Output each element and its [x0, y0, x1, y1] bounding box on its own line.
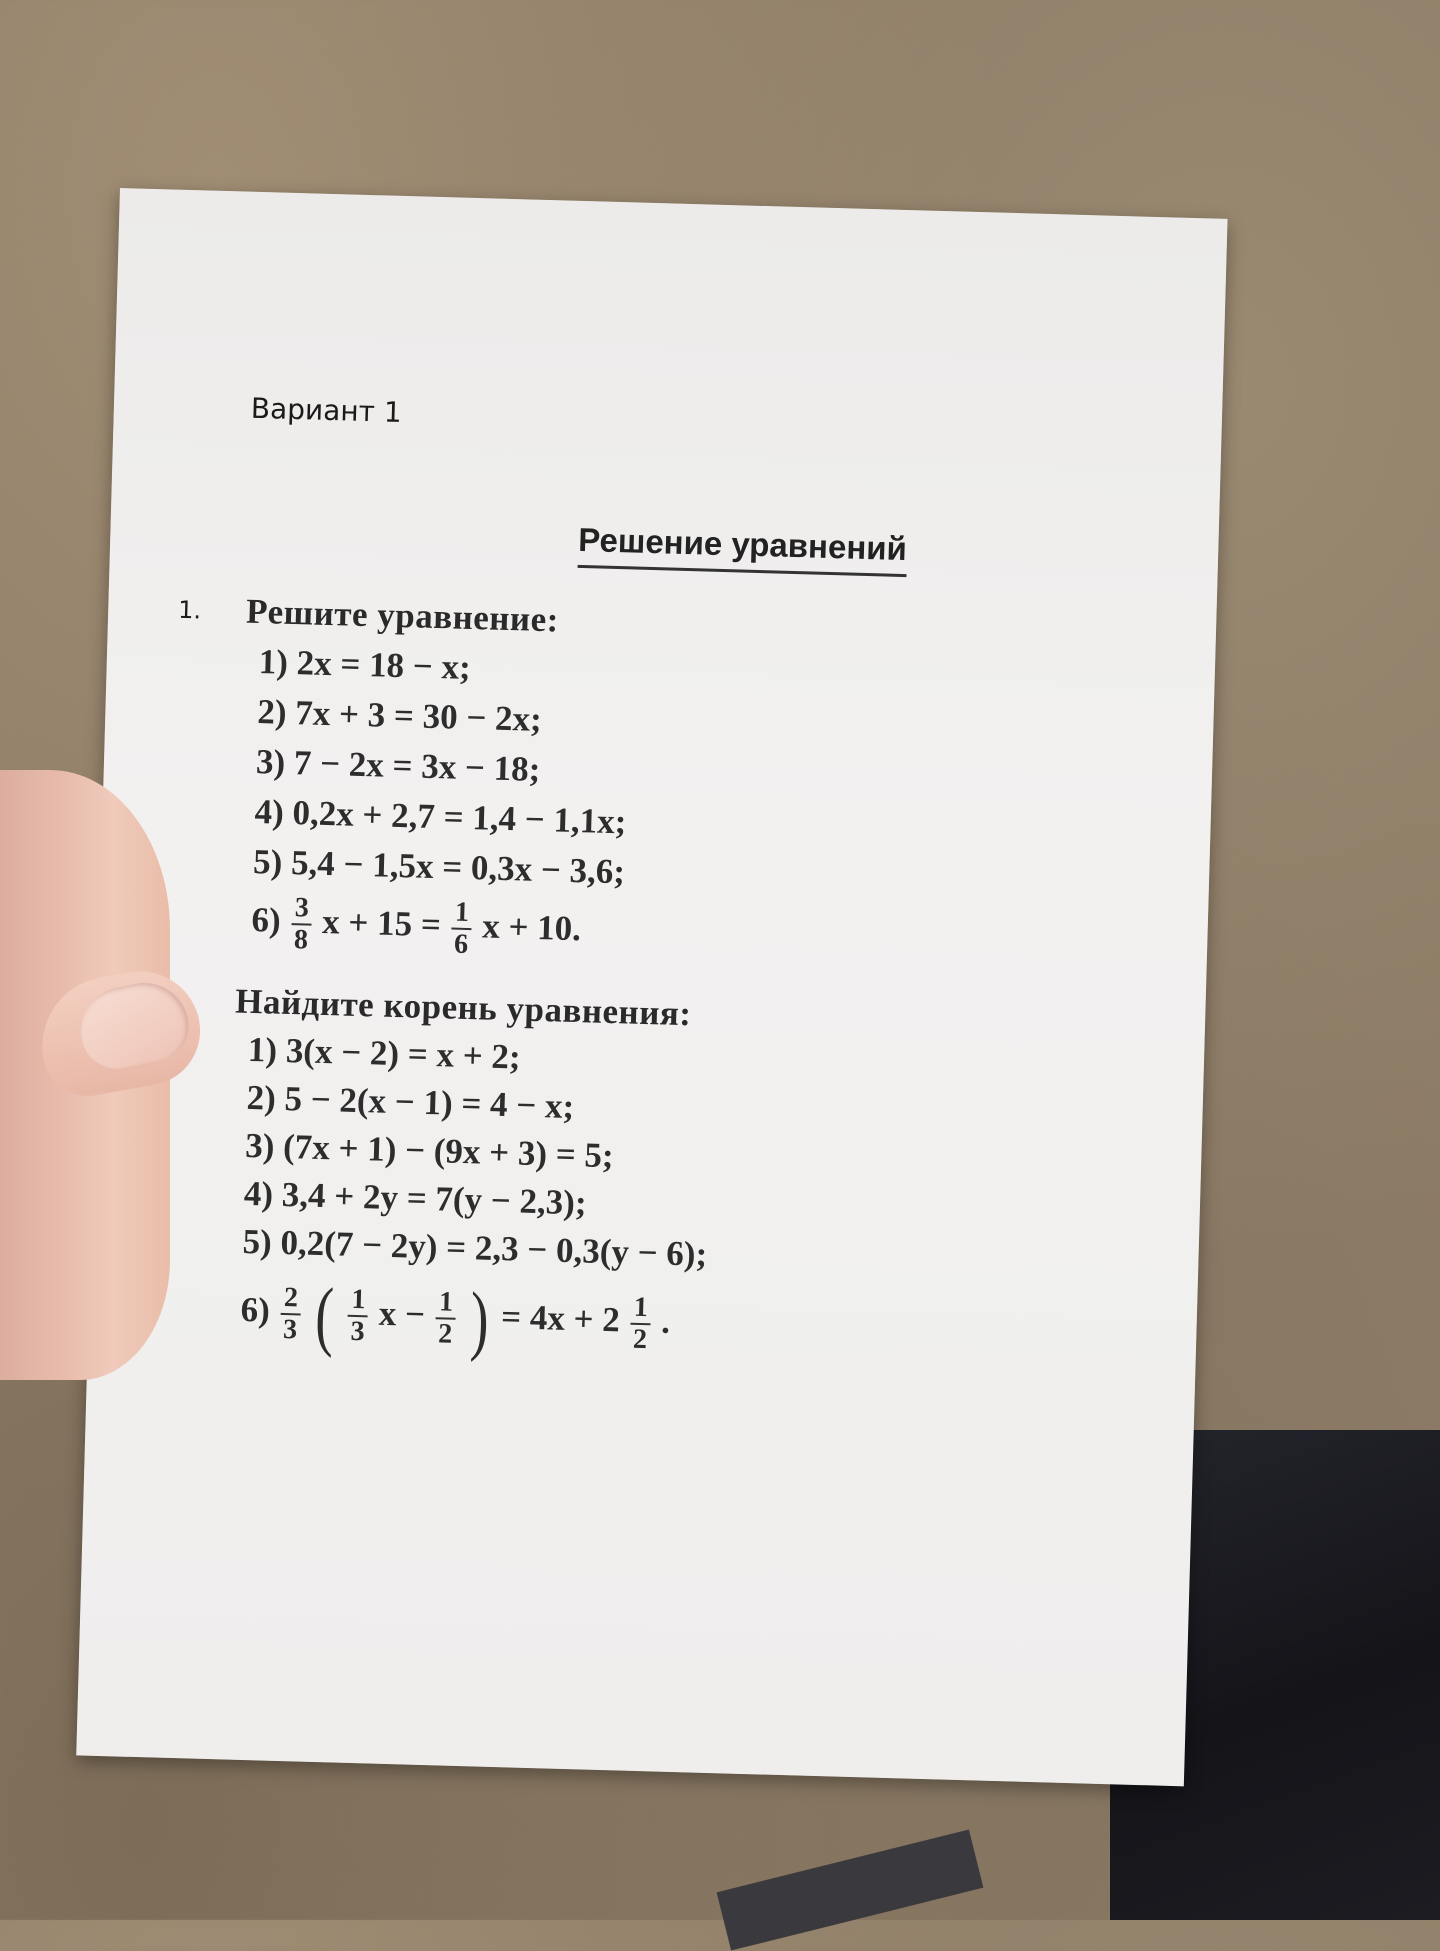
eq-text: 7x + 3 = 30 − 2x; — [294, 693, 543, 739]
task-1-equation-5 — [253, 842, 626, 892]
eq-index: 6) — [251, 899, 282, 940]
eq-index: 3) — [255, 742, 286, 782]
eq-index: 4) — [254, 792, 285, 832]
eq-text: 0,2x + 2,7 = 1,4 − 1,1x; — [291, 793, 627, 842]
task-2-equation-3 — [245, 1126, 614, 1176]
task-2-heading: Найдите корень уравнения: — [234, 981, 693, 1034]
fraction-denominator: 6 — [453, 928, 469, 961]
eq-index: 6) — [240, 1289, 271, 1330]
eq-text: 5,4 − 1,5x = 0,3x − 3,6; — [290, 843, 626, 892]
eq-index: 1) — [247, 1029, 278, 1070]
task-2-equation-4 — [243, 1174, 587, 1224]
fraction-denominator: 8 — [293, 924, 309, 956]
eq-text: = 4x + 2 — [500, 1297, 621, 1340]
task-2 — [168, 980, 1068, 1363]
fraction — [280, 1283, 302, 1346]
fraction-denominator: 2 — [437, 1318, 453, 1350]
task-1-equation-2 — [257, 692, 542, 740]
eq-index: 3) — [244, 1125, 276, 1166]
task-1-equation-4 — [254, 792, 627, 842]
fraction-denominator: 3 — [350, 1315, 365, 1348]
worksheet-title: Решение уравнений — [578, 521, 908, 577]
eq-text: 3,4 + 2y = 7(y − 2,3); — [281, 1174, 588, 1223]
task-1-equation-6 — [251, 892, 582, 963]
variant-label: Вариант 1 — [250, 391, 403, 429]
fraction — [435, 1287, 457, 1350]
eq-text: 7 − 2x = 3x − 18; — [293, 743, 541, 789]
eq-text: x + 10. — [481, 906, 582, 949]
eq-text: 5 − 2(x − 1) = 4 − x; — [284, 1078, 575, 1127]
fraction-numerator: 1 — [630, 1293, 651, 1326]
eq-text: 0,2(7 − 2y) = 2,3 − 0,3(y − 6); — [279, 1222, 708, 1274]
fraction-denominator: 3 — [282, 1314, 298, 1346]
fraction-denominator: 2 — [632, 1323, 648, 1356]
fraction-numerator: 1 — [451, 898, 472, 931]
task-1 — [177, 590, 1079, 961]
right-parenthesis: ) — [469, 1275, 490, 1363]
eq-text: 2x = 18 − x; — [296, 643, 472, 687]
fraction-numerator: 2 — [281, 1283, 302, 1316]
left-parenthesis: ( — [313, 1270, 335, 1359]
eq-text: 3(x − 2) = x + 2; — [285, 1030, 522, 1077]
task-2-equation-2 — [246, 1078, 575, 1127]
eq-text: (7x + 1) − (9x + 3) = 5; — [282, 1126, 615, 1176]
fraction — [630, 1293, 652, 1356]
eq-index: 5) — [252, 841, 283, 882]
eq-text: . — [660, 1301, 671, 1341]
task-2-equation-6 — [240, 1270, 671, 1364]
task-2-equation-1 — [247, 1030, 521, 1078]
eq-text: x + 15 = — [321, 901, 442, 945]
eq-index: 2) — [256, 692, 288, 732]
task-1-number: 1. — [177, 595, 202, 625]
worksheet-paper — [76, 188, 1227, 1786]
fraction — [451, 898, 473, 961]
task-1-equation-3 — [255, 742, 540, 790]
eq-text: x − — [378, 1293, 426, 1334]
eq-index: 1) — [258, 642, 289, 682]
dark-object-edge — [717, 1829, 984, 1950]
task-1-equation-1 — [258, 642, 471, 688]
task-2-equation-5 — [242, 1222, 708, 1275]
fraction-numerator: 1 — [436, 1287, 457, 1320]
fraction — [291, 893, 313, 956]
fraction-numerator: 3 — [291, 893, 312, 926]
fraction — [347, 1285, 369, 1348]
eq-index: 2) — [246, 1077, 277, 1118]
eq-index: 5) — [242, 1221, 273, 1262]
fraction-numerator: 1 — [348, 1285, 369, 1318]
eq-index: 4) — [243, 1173, 274, 1214]
task-1-heading: Решите уравнение: — [245, 591, 560, 640]
